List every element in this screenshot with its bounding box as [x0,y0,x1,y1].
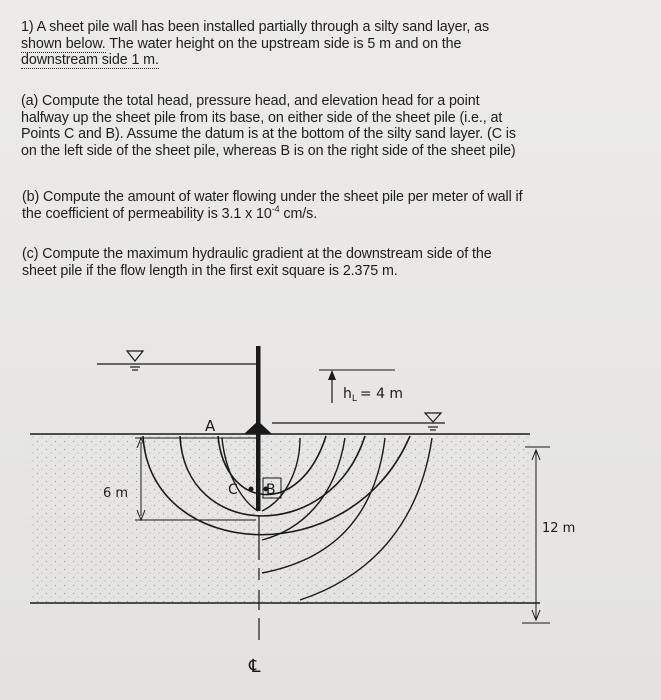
downstream-water-symbol [425,413,441,430]
part-b-line-2a: the coefficient of permeability is 3.1 x 10 [22,205,272,222]
point-a-label: A [205,417,216,435]
centerline-symbol: ℄ [249,656,261,677]
pile-base-triangle [244,421,272,434]
depth-label: 6 m [103,486,129,501]
head-loss-arrowhead [328,370,336,380]
part-a-line-4: on the left side of the sheet pile, whereas B is on the right side of the sheet pile) [21,142,516,159]
part-a-line-3: Points C and B). Assume the datum is at the bottom of the silty sand layer. (C is [21,126,516,143]
point-c-label: C [228,482,238,498]
part-b-line-1: (b) Compute the amount of water flowing under the sheet pile per meter of wall if [22,189,523,205]
layer-thickness-label: 12 m [542,521,576,536]
part-c-line-2: sheet pile if the flow length in the first exit square is 2.375 m. [22,262,398,279]
intro-line-1: 1) A sheet pile wall has been installed partially through a silty sand layer, as [21,19,490,35]
intro-line-2a: shown below. [21,35,106,52]
silty-sand-layer [30,435,530,603]
part-a-line-2: halfway up the sheet pile from its base, on either side of the sheet pile (i.e., at [21,109,503,126]
part-c-line-1: (c) Compute the maximum hydraulic gradient at the downstream side of the [22,246,492,262]
head-loss-label: $h_L = 4$ m [343,386,404,404]
part-b-line-2b: cm/s. [279,205,318,222]
intro-line-2b: The water height on the upstream side is 5 m and on the [105,35,462,52]
point-c-marker [249,487,254,492]
intro-line-3a: downstream side 1 m. [21,52,159,69]
upstream-water-symbol [127,351,143,370]
part-a-line-1: (a) Compute the total head, pressure head, and elevation head for a point [21,93,480,109]
exponent: -4 [271,203,280,214]
point-b-label: B [266,482,276,498]
